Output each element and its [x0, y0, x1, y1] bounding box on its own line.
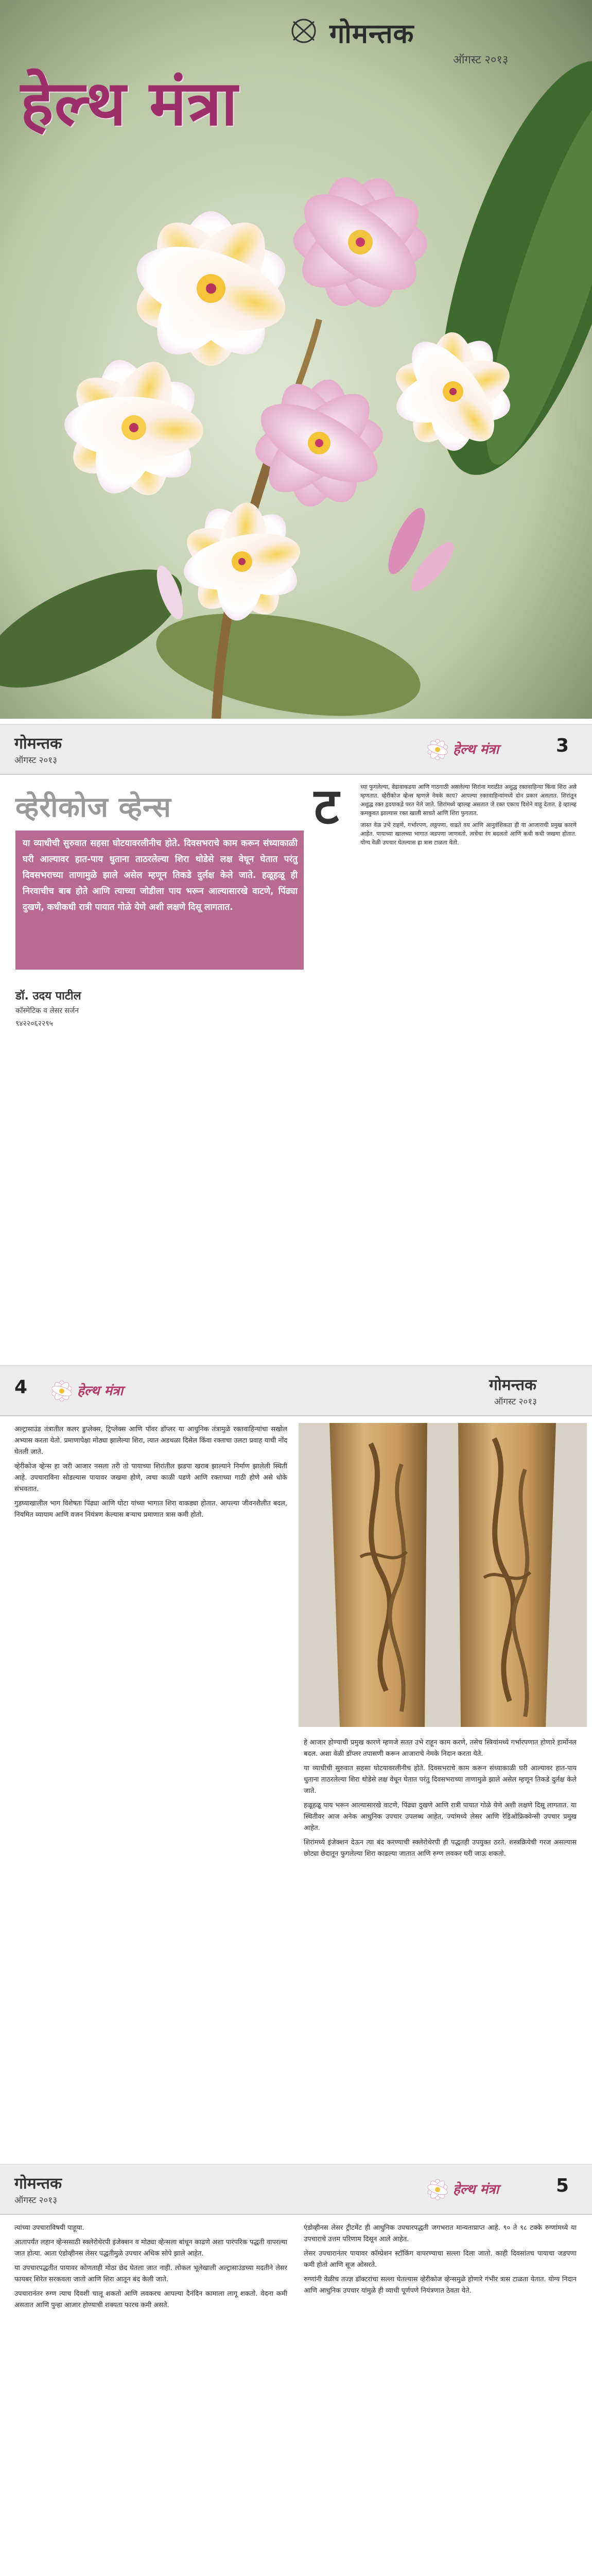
page-4-paragraph: हळूहळू पाय भरून आल्यासारखे वाटणे, पिंढ्या दुखणे आणि रात्री पायात गोळे येणे अशी लक्षणे दिसू लागतात. या स्थितीवर आज अनेक आधुनिक उपचार उपलब्ध आहेत, ज्यांमध्ये लेसर आणि रेडिओफ्रिक्वेन्सी उपचार प्रमुख आहेत.: [304, 1802, 577, 1832]
page-5-paragraph: एंडोव्हीनस लेसर ट्रीटमेंट ही आधुनिक उपचारपद्धती जगभरात मान्यताप्राप्त आहे. ९० ते ९८ टक्के रुग्णांमध्ये या उपचाराचे उत्तम परिणाम दिसून आले आहेत.: [304, 2224, 577, 2243]
page-4-number: 4: [14, 1377, 28, 1398]
cover-brand: गोमन्तक: [329, 19, 414, 49]
page-5-logo-flower-icon: [422, 2174, 453, 2205]
page-3-author-role: कॉस्मेटिक व लेसर सर्जन: [15, 1007, 79, 1015]
page-4-paragraph: अल्ट्रासाउंड तंत्रातील कलर डुप्लेक्स, ट्रिप्लेक्स आणि पॉवर डॉप्लर या आधुनिक तंत्रामुळे रक्तवाहिन्यांचा सखोल अभ्यास करता येतो. प्रमाणापेक्षा मोठ्या झालेल्या शिरा, त्यात अडथळा दिसेल किंवा रक्ताचा उलटा प्रवाह याची नोंद घेतली जाते.: [14, 1426, 287, 1456]
page-3-brand: गोमन्तक: [14, 735, 62, 753]
page-3-logo: हेल्थ मंत्रा: [453, 742, 499, 757]
cover-emblem-icon: [288, 15, 319, 46]
page-4-col-left: [14, 1424, 287, 2145]
page-3-headline: व्हेरीकोज व्हेन्स: [15, 791, 171, 823]
page-4-paragraph: व्हेरीकोज व्हेन्स हा जरी आजार नसला तरी तो पायाच्या शिरांतील झडपा खराब झाल्याने निर्माण झालेली स्थिती आहे. उपचाराविना सोडल्यास पायावर जखमा होणे, त्वचा काळी पडणे आणि रक्ताच्या गाठी होणे असे धोके संभवतात.: [14, 1463, 287, 1493]
page-3-author: डॉ. उदय पाटील: [15, 990, 81, 1003]
page-3-paragraph: जास्त वेळ उभे राहणे, गर्भारपण, लठ्ठपणा, वाढते वय आणि आनुवंशिकता ही या आजाराची प्रमुख कारणे आहेत. पायाच्या खालच्या भागात जडपणा जाणवतो, त्वचेचा रंग बदलतो आणि कधी कधी जखमा होतात. योग्य वेळी उपचार घेतल्यास हा त्रास टाळता येतो.: [360, 822, 577, 846]
page-4-paragraph: शिरांमध्ये इंजेक्शन देऊन त्या बंद करण्याची स्क्लेरोथेरपी ही पद्धतही उपयुक्त ठरते. शस्त्रक्रियेची गरज असल्यास छोट्या छेदातून फुगलेल्या शिरा काढल्या जातात आणि रुग्ण लवकर घरी जाऊ शकतो.: [304, 1839, 577, 1858]
page-5-number: 5: [556, 2175, 569, 2196]
page-4-paragraph: या व्याधीची सुरुवात सहसा घोटयावरलीनीच होते. दिवसभराचे काम करून संध्याकाळी घरी आल्यावर हात-पाय धुताना ताठरलेल्या शिरा थोडेसे लक्ष वेधून घेतात परंतु दिवसभराच्या ताणामुळे झाले असेल म्हणून तिकडे दुर्लक्ष केले जाते.: [304, 1765, 577, 1795]
page-3-number: 3: [556, 735, 569, 756]
page-4-logo: हेल्थ मंत्रा: [77, 1383, 124, 1399]
cover-date: ऑगस्ट २०१३: [453, 54, 509, 66]
page-5-col-left: [14, 2223, 287, 2576]
page-4-logo-flower-icon: [46, 1376, 77, 1406]
page-3-paragraph: च्या फुगलेल्या, वेडावाकडया आणि गाठगाठी असलेल्या शिरांना मराठीत अशुद्ध रक्तवाहिन्या किंवा शिरा असे म्हणतात. व्हेरीकोज व्हेन्स म्हणजे नेमके काय? आपल्या रक्तवाहिन्यांमध्ये दोन प्रकार असतात. शिरांतून अशुद्ध रक्त हृदयाकडे परत नेले जाते. शिरांमध्ये व्हाल्व्ह असतात जे रक्त एकाच दिशेने वाहू देतात. हे व्हाल्व्ह कमकुवत झाल्यास रक्त खाली साचते आणि शिरा फुगतात.: [360, 784, 577, 817]
page-5-header: [0, 2165, 592, 2215]
page-3-author-phone: ९४२२०६२२९५: [15, 1020, 53, 1028]
page-5-paragraph: उपचारानंतर रुग्ण त्याच दिवशी चालू शकतो आणि लवकरच आपल्या दैनंदिन कामाला लागू शकतो. वेदना कमी असतात आणि पुन्हा आजार होण्याची शक्यता फारच कमी असते.: [14, 2290, 287, 2309]
page-4-brand: गोमन्तक: [489, 1376, 536, 1394]
page-5-paragraph: रुग्णांनी वेळीच तज्ज्ञ डॉक्टरांचा सल्ला घेतल्यास व्हेरीकोज व्हेन्समुळे होणारे गंभीर त्रास टाळता येतात. योग्य निदान आणि आधुनिक उपचार यांमुळे ही व्याधी पूर्णपणे नियंत्रणात ठेवता येते.: [304, 2276, 577, 2295]
page-3-date: ऑगस्ट २०१३: [14, 755, 57, 766]
page-3-drop-cap: ट: [314, 777, 339, 835]
page-3-intro: या व्याधीची सुरुवात सहसा घोटयावरलीनीच होते. दिवसभराचे काम करून संध्याकाळी घरी आल्यावर हात-पाय धुताना ताठरलेल्या शिरा थोडेसे लक्ष वेधून घेतात परंतु दिवसभराच्या ताणामुळे झाले असेल म्हणून तिकडे दुर्लक्ष केले जाते. हळूहळू ही निरवाचीच बाब होते आणि त्याच्या जोडीला पाय भरून आल्यासारखे वाटणे, पिंढ्या दुखणे, कधीकधी रात्री पायात गोळे येणे अशी लक्षणे दिसू लागतात.: [23, 838, 298, 912]
page-5-logo: हेल्थ मंत्रा: [453, 2182, 499, 2197]
page-3-body: [360, 783, 577, 1056]
page-4-col-right: [304, 1737, 577, 2149]
cover-title: हेल्थ मंत्रा: [21, 68, 239, 140]
page-5-paragraph: या उपचारपद्धतीत पायावर कोणताही मोठा छेद घेतला जात नाही. लोकल भूलेखाली अल्ट्रासाउंडच्या मदतीने लेसर फायबर शिरेत सरकवला जातो आणि शिरा आतून बंद केली जाते.: [14, 2264, 287, 2283]
page-4-date: ऑगस्ट २०१३: [494, 1397, 537, 1407]
page-4-paragraph: गुडघ्याखालील भाग विशेषतः पिंढ्या आणि घोटा यांच्या भागात शिरा वाकड्या होतात. आपल्या जीवनशैलीत बदल, नियमित व्यायाम आणि वजन नियंत्रण केल्यास बऱ्याच प्रमाणात त्रास कमी होतो.: [14, 1500, 287, 1519]
page-5-paragraph: लेसर उपचारानंतर पायावर कॉम्प्रेशन स्टॉकिंग वापरण्याचा सल्ला दिला जातो. काही दिवसांतच पायाचा जडपणा कमी होतो आणि सूज ओसरते.: [304, 2250, 577, 2269]
page-5-date: ऑगस्ट २०१३: [14, 2195, 57, 2206]
page-5-paragraph: आतापर्यंत लहान व्हेन्ससाठी स्क्लेरोथेरपी इंजेक्शन व मोठ्या व्हेन्सला बांधून काढणे अशा पारंपरिक पद्धती वापरल्या जात होत्या. आता एंडोव्हीनस लेसर पद्धतीमुळे उपचार अधिक सोपे झाले आहेत.: [14, 2239, 287, 2258]
page-5: [0, 2164, 592, 2576]
cover-page: [0, 0, 592, 719]
page-3-logo-flower-icon: [422, 734, 453, 765]
page-5-brand: गोमन्तक: [14, 2175, 62, 2193]
page-4-header: [0, 1366, 592, 1416]
page-3-header: [0, 725, 592, 775]
varicose-legs-photo: [299, 1423, 587, 1727]
page-5-paragraph: त्यांच्या उपचाराविषयी पाहूया.: [14, 2224, 84, 2232]
page-5-col-right: [304, 2223, 577, 2576]
page-3: [0, 724, 592, 1350]
page-4-paragraph: हे आजार होण्याची प्रमुख कारणे म्हणजे सतत उभे राहून काम करणे, तसेच स्त्रियांमध्ये गर्भारपणात होणारे हार्मोनल बदल. अशा वेळी डॉप्लर तपासणी करून आजाराचे नेमके निदान करता येते.: [304, 1739, 577, 1758]
page-4: [0, 1365, 592, 2159]
